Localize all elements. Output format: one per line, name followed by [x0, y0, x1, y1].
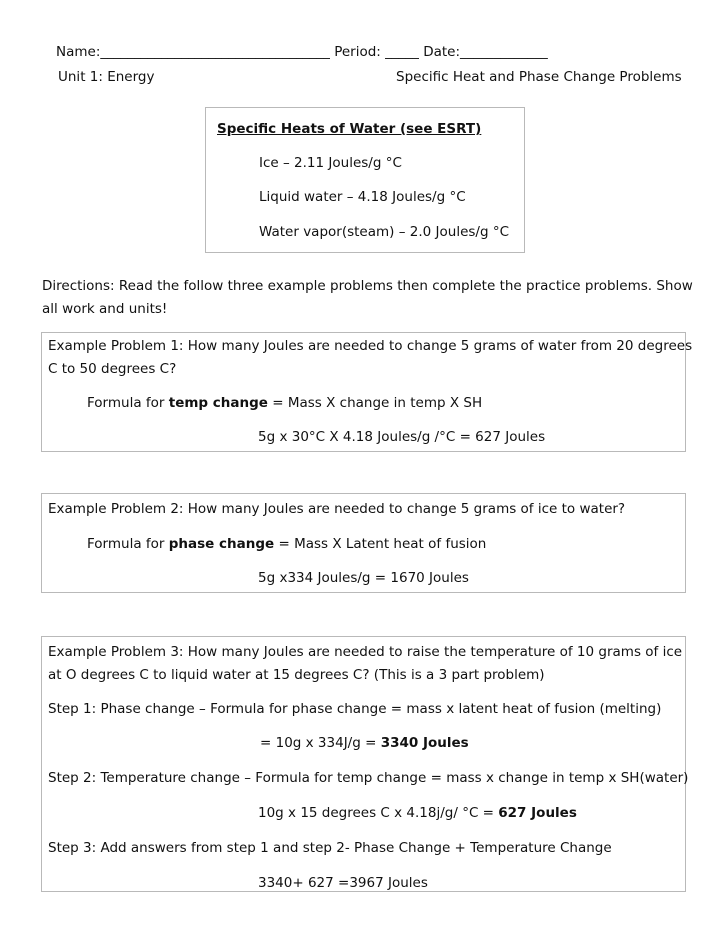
name-label: Name:	[56, 44, 101, 60]
example-problem-2	[41, 493, 686, 593]
formula-phase-change-term: phase change	[168, 536, 275, 552]
topic-label: Specific Heat and Phase Change Problems	[396, 69, 682, 85]
example3-step-2-work: 10g x 15 degrees C x 4.18j/g/ °C = 627 Joules	[258, 805, 577, 821]
example3-step-1: Step 1: Phase change – Formula for phase change = mass x latent heat of fusion (melting)	[48, 701, 662, 717]
directions-line-2: all work and units!	[42, 301, 168, 317]
ice-specific-heat: Ice – 2.11 Joules/g °C	[259, 155, 402, 171]
date-blank: _____________	[460, 44, 548, 60]
example3-step-3-work: 3340+ 627 =3967 Joules	[258, 875, 428, 891]
date-label: Date:	[423, 44, 461, 60]
step2-answer: 627 Joules	[498, 805, 577, 821]
example2-work: 5g x334 Joules/g = 1670 Joules	[258, 570, 469, 586]
example3-step-1-work: = 10g x 334J/g = 3340 Joules	[260, 735, 469, 751]
specific-heats-title: Specific Heats of Water (see ESRT)	[217, 121, 482, 137]
period-label: Period:	[334, 44, 381, 60]
unit-label: Unit 1: Energy	[58, 69, 155, 85]
step1-answer: 3340 Joules	[380, 735, 469, 751]
example1-work: 5g x 30°C X 4.18 Joules/g /°C = 627 Joules	[258, 429, 546, 445]
specific-heats-box	[205, 107, 525, 253]
directions-line-1: Directions: Read the follow three example problems then complete the practice problems. Show	[42, 278, 693, 294]
period-blank: _____	[385, 44, 419, 60]
example1-question-line-2: C to 50 degrees C?	[48, 361, 177, 377]
example2-formula: Formula for phase change = Mass X Latent heat of fusion	[87, 536, 487, 552]
example3-step-2: Step 2: Temperature change – Formula for temp change = mass x change in temp x SH(water)	[48, 770, 689, 786]
name-blank: __________________________________	[100, 44, 330, 60]
liquid-water-specific-heat: Liquid water – 4.18 Joules/g °C	[259, 189, 466, 205]
example3-step-3: Step 3: Add answers from step 1 and step 2- Phase Change + Temperature Change	[48, 840, 612, 856]
example-problem-3	[41, 636, 689, 892]
name-line	[56, 44, 548, 60]
steam-specific-heat: Water vapor(steam) – 2.0 Joules/g °C	[259, 224, 509, 240]
example3-question-line-2: at O degrees C to liquid water at 15 degrees C? (This is a 3 part problem)	[48, 667, 545, 683]
example2-question: Example Problem 2: How many Joules are needed to change 5 grams of ice to water?	[48, 501, 626, 517]
formula-temp-change-term: temp change	[168, 395, 268, 411]
example3-question-line-1: Example Problem 3: How many Joules are needed to raise the temperature of 10 grams of ice	[48, 644, 683, 660]
example1-question-line-1: Example Problem 1: How many Joules are needed to change 5 grams of water from 20 degrees	[48, 338, 693, 354]
example1-formula: Formula for temp change = Mass X change in temp X SH	[87, 395, 483, 411]
example-problem-1	[41, 332, 693, 452]
